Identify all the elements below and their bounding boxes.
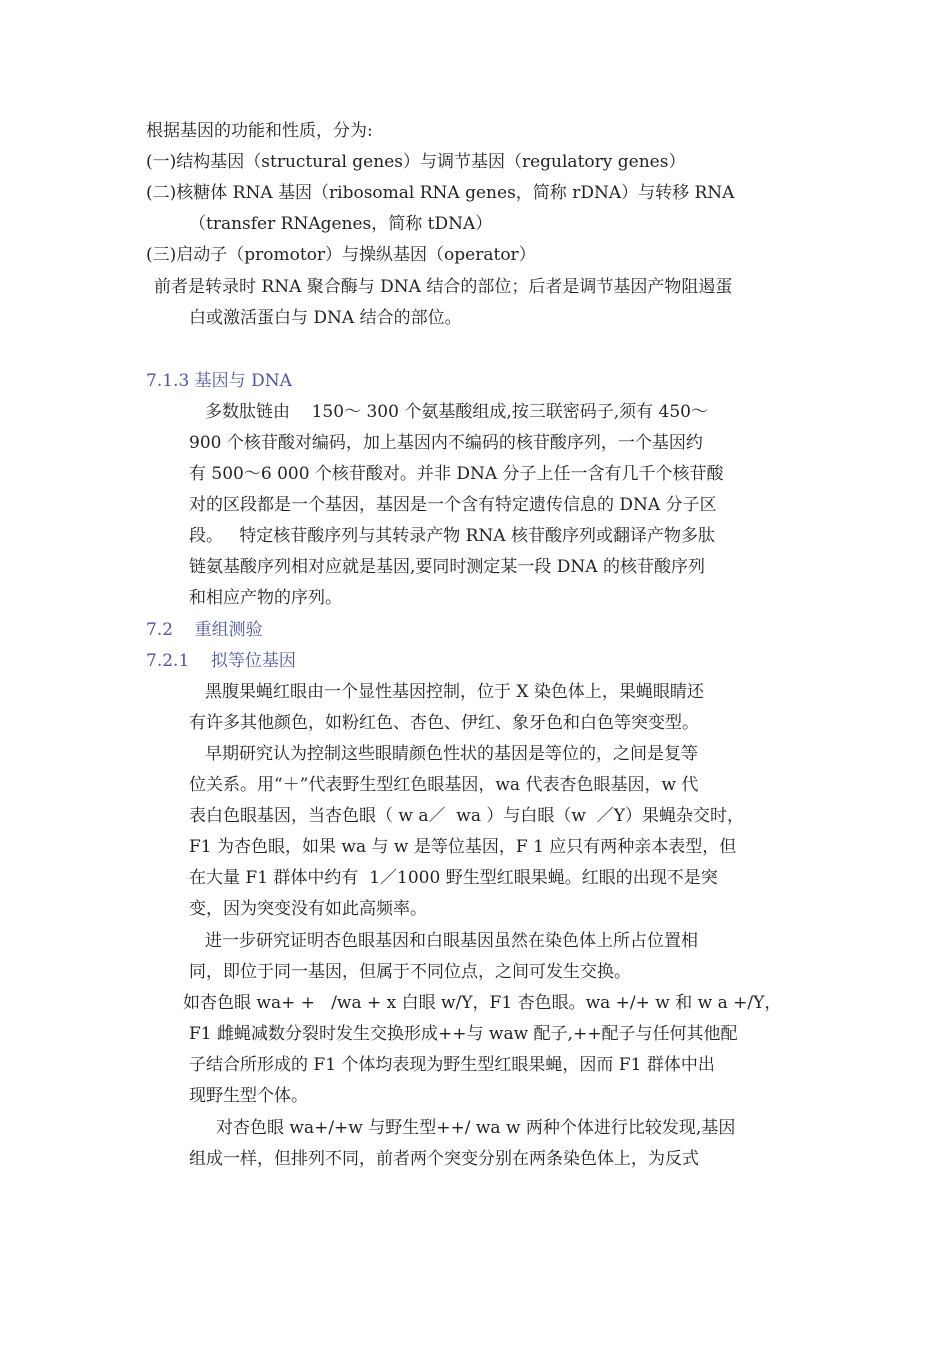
paragraph-line: 对的区段都是一个基因，基因是一个含有特定遗传信息的 DNA 分子区 [189, 495, 717, 515]
paragraph-line: 进一步研究证明杏色眼基因和白眼基因虽然在染色体上所占位置相 [205, 931, 698, 951]
paragraph-line: 表白色眼基因，当杏色眼（ w a／ wa ）与白眼（w ／Y）果蝇杂交时， [189, 806, 744, 826]
list-item-1: (一)结构基因（structural genes）与调节基因（regulatory genes） [146, 152, 686, 172]
intro-note-line-1: 前者是转录时 RNA 聚合酶与 DNA 结合的部位；后者是调节基因产物阻遏蛋 [154, 277, 733, 297]
paragraph-line: 变，因为突变没有如此高频率。 [189, 899, 427, 919]
paragraph-line: 在大量 F1 群体中约有 1／1000 野生型红眼果蝇。红眼的出现不是突 [189, 868, 718, 888]
intro-lead: 根据基因的功能和性质，分为: [146, 121, 373, 141]
list-item-2-line-2: （transfer RNAgenes，简称 tDNA） [189, 214, 493, 234]
paragraph-line: 900 个核苷酸对编码，加上基因内不编码的核苷酸序列，一个基因约 [189, 433, 703, 453]
paragraph-line: 链氨基酸序列相对应就是基因,要同时测定某一段 DNA 的核苷酸序列 [189, 557, 705, 577]
paragraph-line: 组成一样，但排列不同，前者两个突变分别在两条染色体上，为反式 [189, 1149, 699, 1169]
section-heading-7-2-1: 7.2.1 拟等位基因 [146, 651, 296, 671]
paragraph-line: 有 500～6 000 个核苷酸对。并非 DNA 分子上任一含有几千个核苷酸 [189, 464, 724, 484]
paragraph-line: 多数肽链由 150～ 300 个氨基酸组成,按三联密码子,须有 450～ [205, 402, 708, 422]
paragraph-line: 现野生型个体。 [189, 1086, 308, 1106]
paragraph-line: 有许多其他颜色，如粉红色、杏色、伊红、象牙色和白色等突变型。 [189, 713, 699, 733]
section-heading-7-1-3: 7.1.3 基因与 DNA [146, 371, 292, 391]
paragraph-line: F1 雌蝇减数分裂时发生交换形成++与 waw 配子,++配子与任何其他配 [189, 1024, 738, 1044]
paragraph-line: F1 为杏色眼，如果 wa 与 w 是等位基因，F 1 应只有两种亲本表型，但 [189, 837, 737, 857]
paragraph-line: 如杏色眼 wa+ + /wa + x 白眼 w/Y，F1 杏色眼。wa +/+ w 和 w a +/Y， [183, 993, 782, 1013]
paragraph-line: 段。 特定核苷酸序列与其转录产物 RNA 核苷酸序列或翻译产物多肽 [189, 526, 715, 546]
paragraph-line: 早期研究认为控制这些眼睛颜色性状的基因是等位的，之间是复等 [205, 744, 698, 764]
paragraph-line: 位关系。用“＋”代表野生型红色眼基因，wa 代表杏色眼基因，w 代 [189, 775, 699, 795]
intro-note-line-2: 白或激活蛋白与 DNA 结合的部位。 [189, 308, 462, 328]
paragraph-line: 对杏色眼 wa+/+w 与野生型++/ wa w 两种个体进行比较发现,基因 [216, 1118, 736, 1138]
paragraph-line: 和相应产物的序列。 [189, 588, 342, 608]
section-heading-7-2: 7.2 重组测验 [146, 620, 263, 640]
paragraph-line: 同，即位于同一基因，但属于不同位点，之间可发生交换。 [189, 962, 631, 982]
paragraph-line: 黑腹果蝇红眼由一个显性基因控制，位于 X 染色体上，果蝇眼睛还 [205, 682, 704, 702]
list-item-3: (三)启动子（promotor）与操纵基因（operator） [146, 245, 536, 265]
paragraph-line: 子结合所形成的 F1 个体均表现为野生型红眼果蝇，因而 F1 群体中出 [189, 1055, 715, 1075]
list-item-2-line-1: (二)核糖体 RNA 基因（ribosomal RNA genes，简称 rDNA）与转移 RNA [146, 183, 735, 203]
